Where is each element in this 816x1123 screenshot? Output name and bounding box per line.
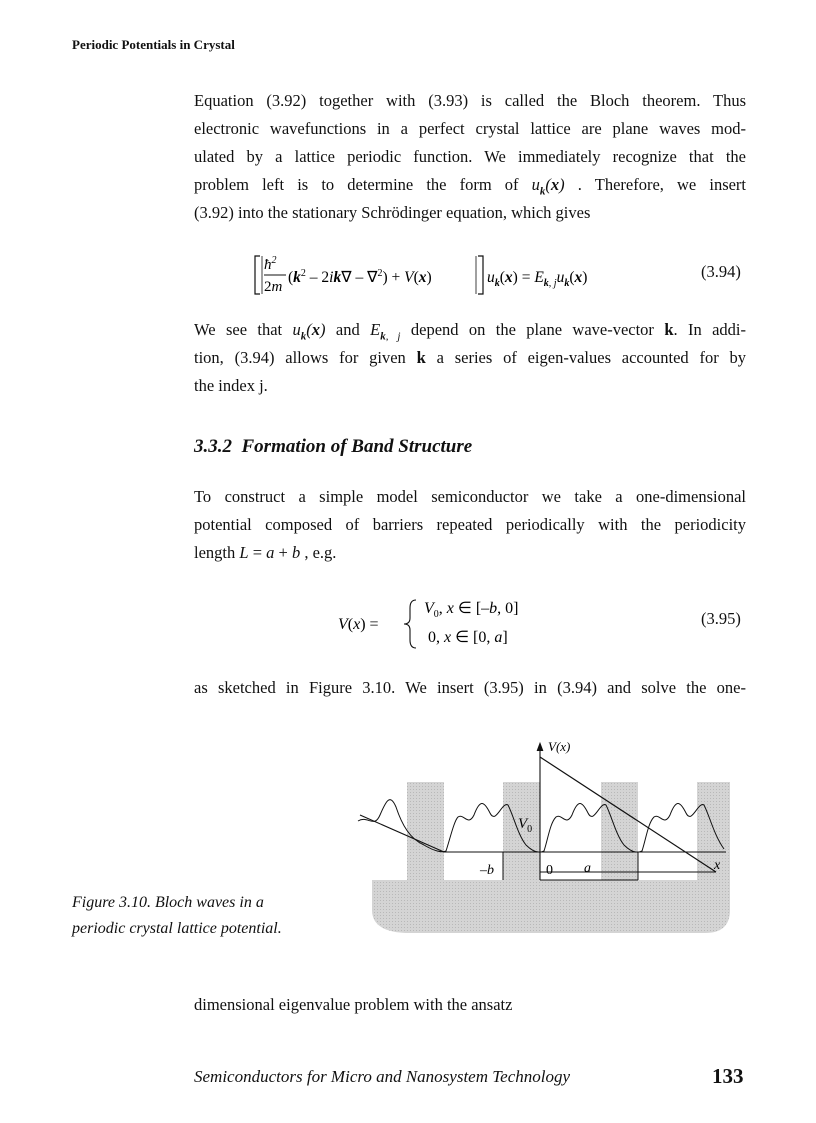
text-fragment: problem left is to determine the form of bbox=[194, 175, 519, 194]
v-of-x: V(x) = bbox=[338, 616, 379, 633]
paragraph-insert bbox=[194, 674, 746, 702]
barrier bbox=[601, 782, 638, 880]
math-e-kj: $E_{k, j}$ bbox=[370, 320, 401, 343]
text-fragment: We see that bbox=[194, 320, 283, 339]
paragraph-bloch-theorem bbox=[194, 87, 746, 227]
two-m: 2m bbox=[264, 279, 283, 295]
text-line: To construct a simple model semiconductor we take a one-dimensional bbox=[194, 487, 746, 506]
substrate-shading bbox=[372, 880, 730, 933]
text-fragment: depend on the plane wave-vector bbox=[410, 320, 654, 339]
text-line bbox=[194, 316, 746, 344]
text-line: length L = a + b , e.g. bbox=[194, 543, 337, 562]
paragraph-ansatz bbox=[194, 991, 746, 1019]
paragraph-model-semiconductor bbox=[194, 483, 746, 567]
case-zero: 0, x ∈ [0, a] bbox=[428, 629, 508, 646]
text-fragment: , e.g. bbox=[304, 543, 337, 562]
text-fragment: length bbox=[194, 543, 236, 562]
barrier bbox=[407, 782, 444, 880]
section-number: 3.3.2 bbox=[194, 436, 232, 457]
text-fragment: . Therefore, we insert bbox=[577, 175, 747, 194]
section-title: Formation of Band Structure bbox=[241, 436, 473, 457]
figure-bloch-waves bbox=[350, 735, 750, 940]
equation-3-95-graphic bbox=[338, 596, 568, 652]
label-a: a bbox=[584, 861, 591, 876]
case-v0: $V_0$, x ∈ [–b, 0] bbox=[424, 600, 519, 620]
paragraph-wave-vector bbox=[194, 316, 746, 400]
equation-3-95 bbox=[338, 596, 568, 657]
figure-caption bbox=[72, 890, 282, 942]
book-title: Semiconductors for Micro and Nanosystem Technology bbox=[194, 1067, 571, 1086]
label-zero: 0 bbox=[546, 863, 553, 878]
equation-number: (3.95) bbox=[701, 609, 741, 628]
running-head: Periodic Potentials in Crystal bbox=[72, 37, 235, 52]
label-x: x bbox=[714, 858, 721, 873]
label-v0: $V_0$ bbox=[518, 816, 533, 835]
text-line: electronic wavefunctions in a perfect crystal lattice are plane waves mod- bbox=[194, 119, 746, 138]
page-number: 133 bbox=[712, 1064, 744, 1088]
bold-k: k bbox=[664, 320, 674, 339]
text-line: Equation (3.92) together with (3.93) is called the Bloch theorem. Thus bbox=[194, 91, 746, 110]
text-fragment: . In addi- bbox=[673, 320, 747, 339]
bloch-wave-diagram bbox=[350, 735, 750, 940]
label-minus-b: –b bbox=[480, 863, 494, 878]
text-fragment: and bbox=[335, 320, 360, 339]
bold-k: k bbox=[416, 348, 426, 367]
v-axis-arrow bbox=[537, 743, 543, 751]
equation-3-94-graphic bbox=[254, 252, 654, 298]
math-u-k-x: $u_k(x)$ bbox=[531, 175, 565, 198]
text-fragment: a series of eigen-values accounted for by bbox=[436, 348, 746, 367]
text-line: as sketched in Figure 3.10. We insert (3.95) in (3.94) and solve the one- bbox=[194, 678, 746, 697]
text-line: the index j. bbox=[194, 376, 268, 395]
text-fragment: tion, (3.94) allows for given bbox=[194, 348, 406, 367]
caption-line: Figure 3.10. Bloch waves in a bbox=[72, 894, 264, 911]
math-u-k-x: $u_k(x)$ bbox=[292, 320, 326, 343]
curly-brace bbox=[404, 600, 416, 648]
text-line: potential composed of barriers repeated periodically with the periodicity bbox=[194, 515, 746, 534]
text-line: dimensional eigenvalue problem with the ansatz bbox=[194, 995, 513, 1014]
text-line bbox=[194, 344, 746, 372]
axis-label-vx: V(x) bbox=[548, 739, 571, 754]
eigen-expression: $u_k(x) = E_{k, j}u_k(x)$ bbox=[487, 269, 588, 289]
caption-line: periodic crystal lattice potential. bbox=[72, 920, 282, 937]
operator-expression: $(k^2 - 2ik\nabla - \nabla^2) + V(x)$ bbox=[288, 268, 432, 286]
math-a: a bbox=[266, 543, 275, 562]
text-line: ulated by a lattice periodic function. We immediately recognize that the bbox=[194, 147, 746, 166]
text-line: (3.92) into the stationary Schrödinger equation, which gives bbox=[194, 203, 591, 222]
equation-number: (3.94) bbox=[701, 262, 741, 281]
text-line bbox=[194, 171, 746, 199]
equation-3-94 bbox=[254, 252, 654, 303]
section-heading bbox=[194, 436, 472, 458]
math-b: b bbox=[291, 543, 301, 562]
right-bracket bbox=[478, 256, 483, 294]
left-bracket bbox=[255, 256, 260, 294]
hbar-squared: $ħ^2$ bbox=[264, 255, 277, 273]
math-l-equals-a-plus-b: L bbox=[239, 543, 249, 562]
